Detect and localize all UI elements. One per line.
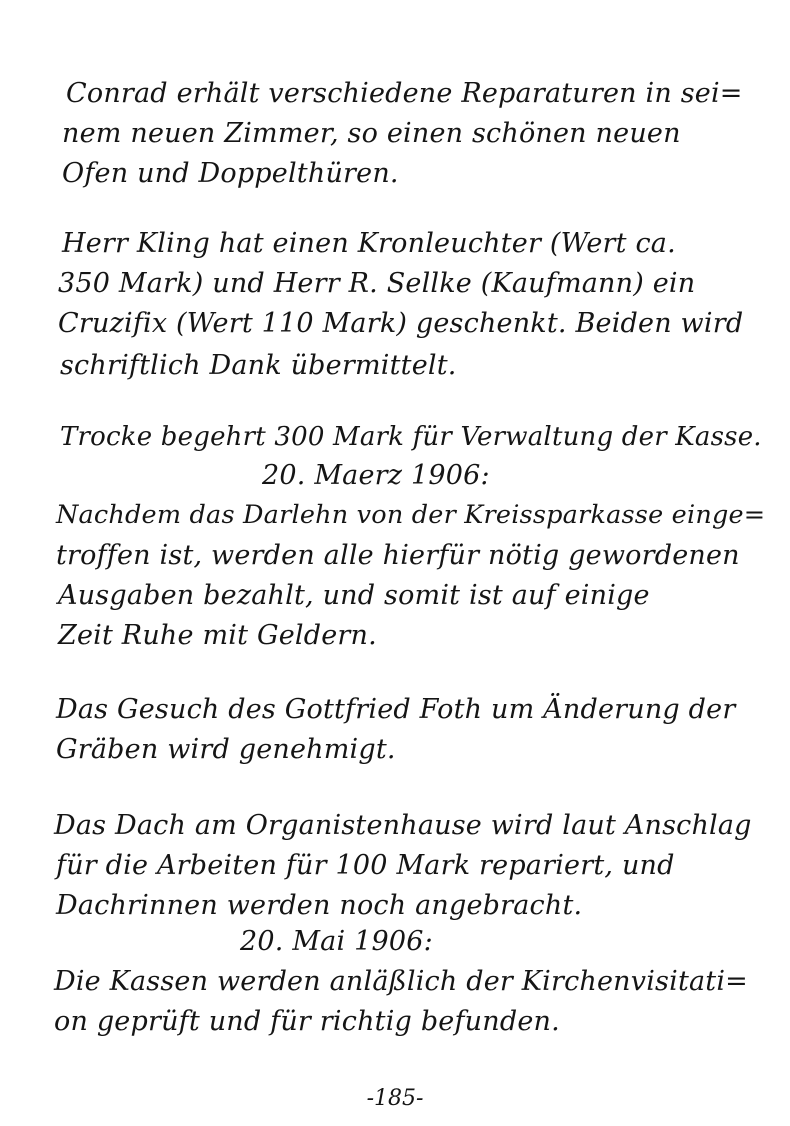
text-line: Das Gesuch des Gottfried Foth um Änderung der: [56, 694, 736, 725]
entry-date: 20. Maerz 1906:: [262, 460, 490, 491]
text-line: Trocke begehrt 300 Mark für Verwaltung der Kasse.: [60, 422, 762, 452]
text-line: on geprüft und für richtig befunden.: [54, 1006, 560, 1037]
text-line: troffen ist, werden alle hierfür nötig gewordenen: [56, 540, 740, 571]
page-number: -185-: [366, 1086, 424, 1111]
text-line: Cruzifix (Wert 110 Mark) geschenkt. Beiden wird: [58, 308, 744, 339]
text-line: Die Kassen werden anläßlich der Kirchenvisitati=: [54, 966, 748, 997]
text-line: Dachrinnen werden noch angebracht.: [56, 890, 583, 921]
text-line: Gräben wird genehmigt.: [56, 734, 396, 765]
text-line: für die Arbeiten für 100 Mark repariert, und: [56, 850, 675, 881]
text-line: 350 Mark) und Herr R. Sellke (Kaufmann) ein: [58, 268, 696, 299]
text-line: Nachdem das Darlehn von der Kreissparkasse einge=: [56, 500, 766, 530]
text-line: Ausgaben bezahlt, und somit ist auf einige: [58, 580, 650, 611]
text-line: Zeit Ruhe mit Geldern.: [58, 620, 377, 651]
text-line: Conrad erhält verschiedene Reparaturen in sei=: [66, 78, 743, 109]
text-line: Ofen und Doppelthüren.: [62, 158, 399, 189]
text-line: nem neuen Zimmer, so einen schönen neuen: [62, 118, 681, 149]
text-line: Herr Kling hat einen Kronleuchter (Wert ca.: [62, 228, 676, 259]
text-line: Das Dach am Organistenhause wird laut Anschlag: [54, 810, 752, 841]
entry-date: 20. Mai 1906:: [240, 926, 433, 957]
text-line: schriftlich Dank übermittelt.: [60, 350, 457, 381]
